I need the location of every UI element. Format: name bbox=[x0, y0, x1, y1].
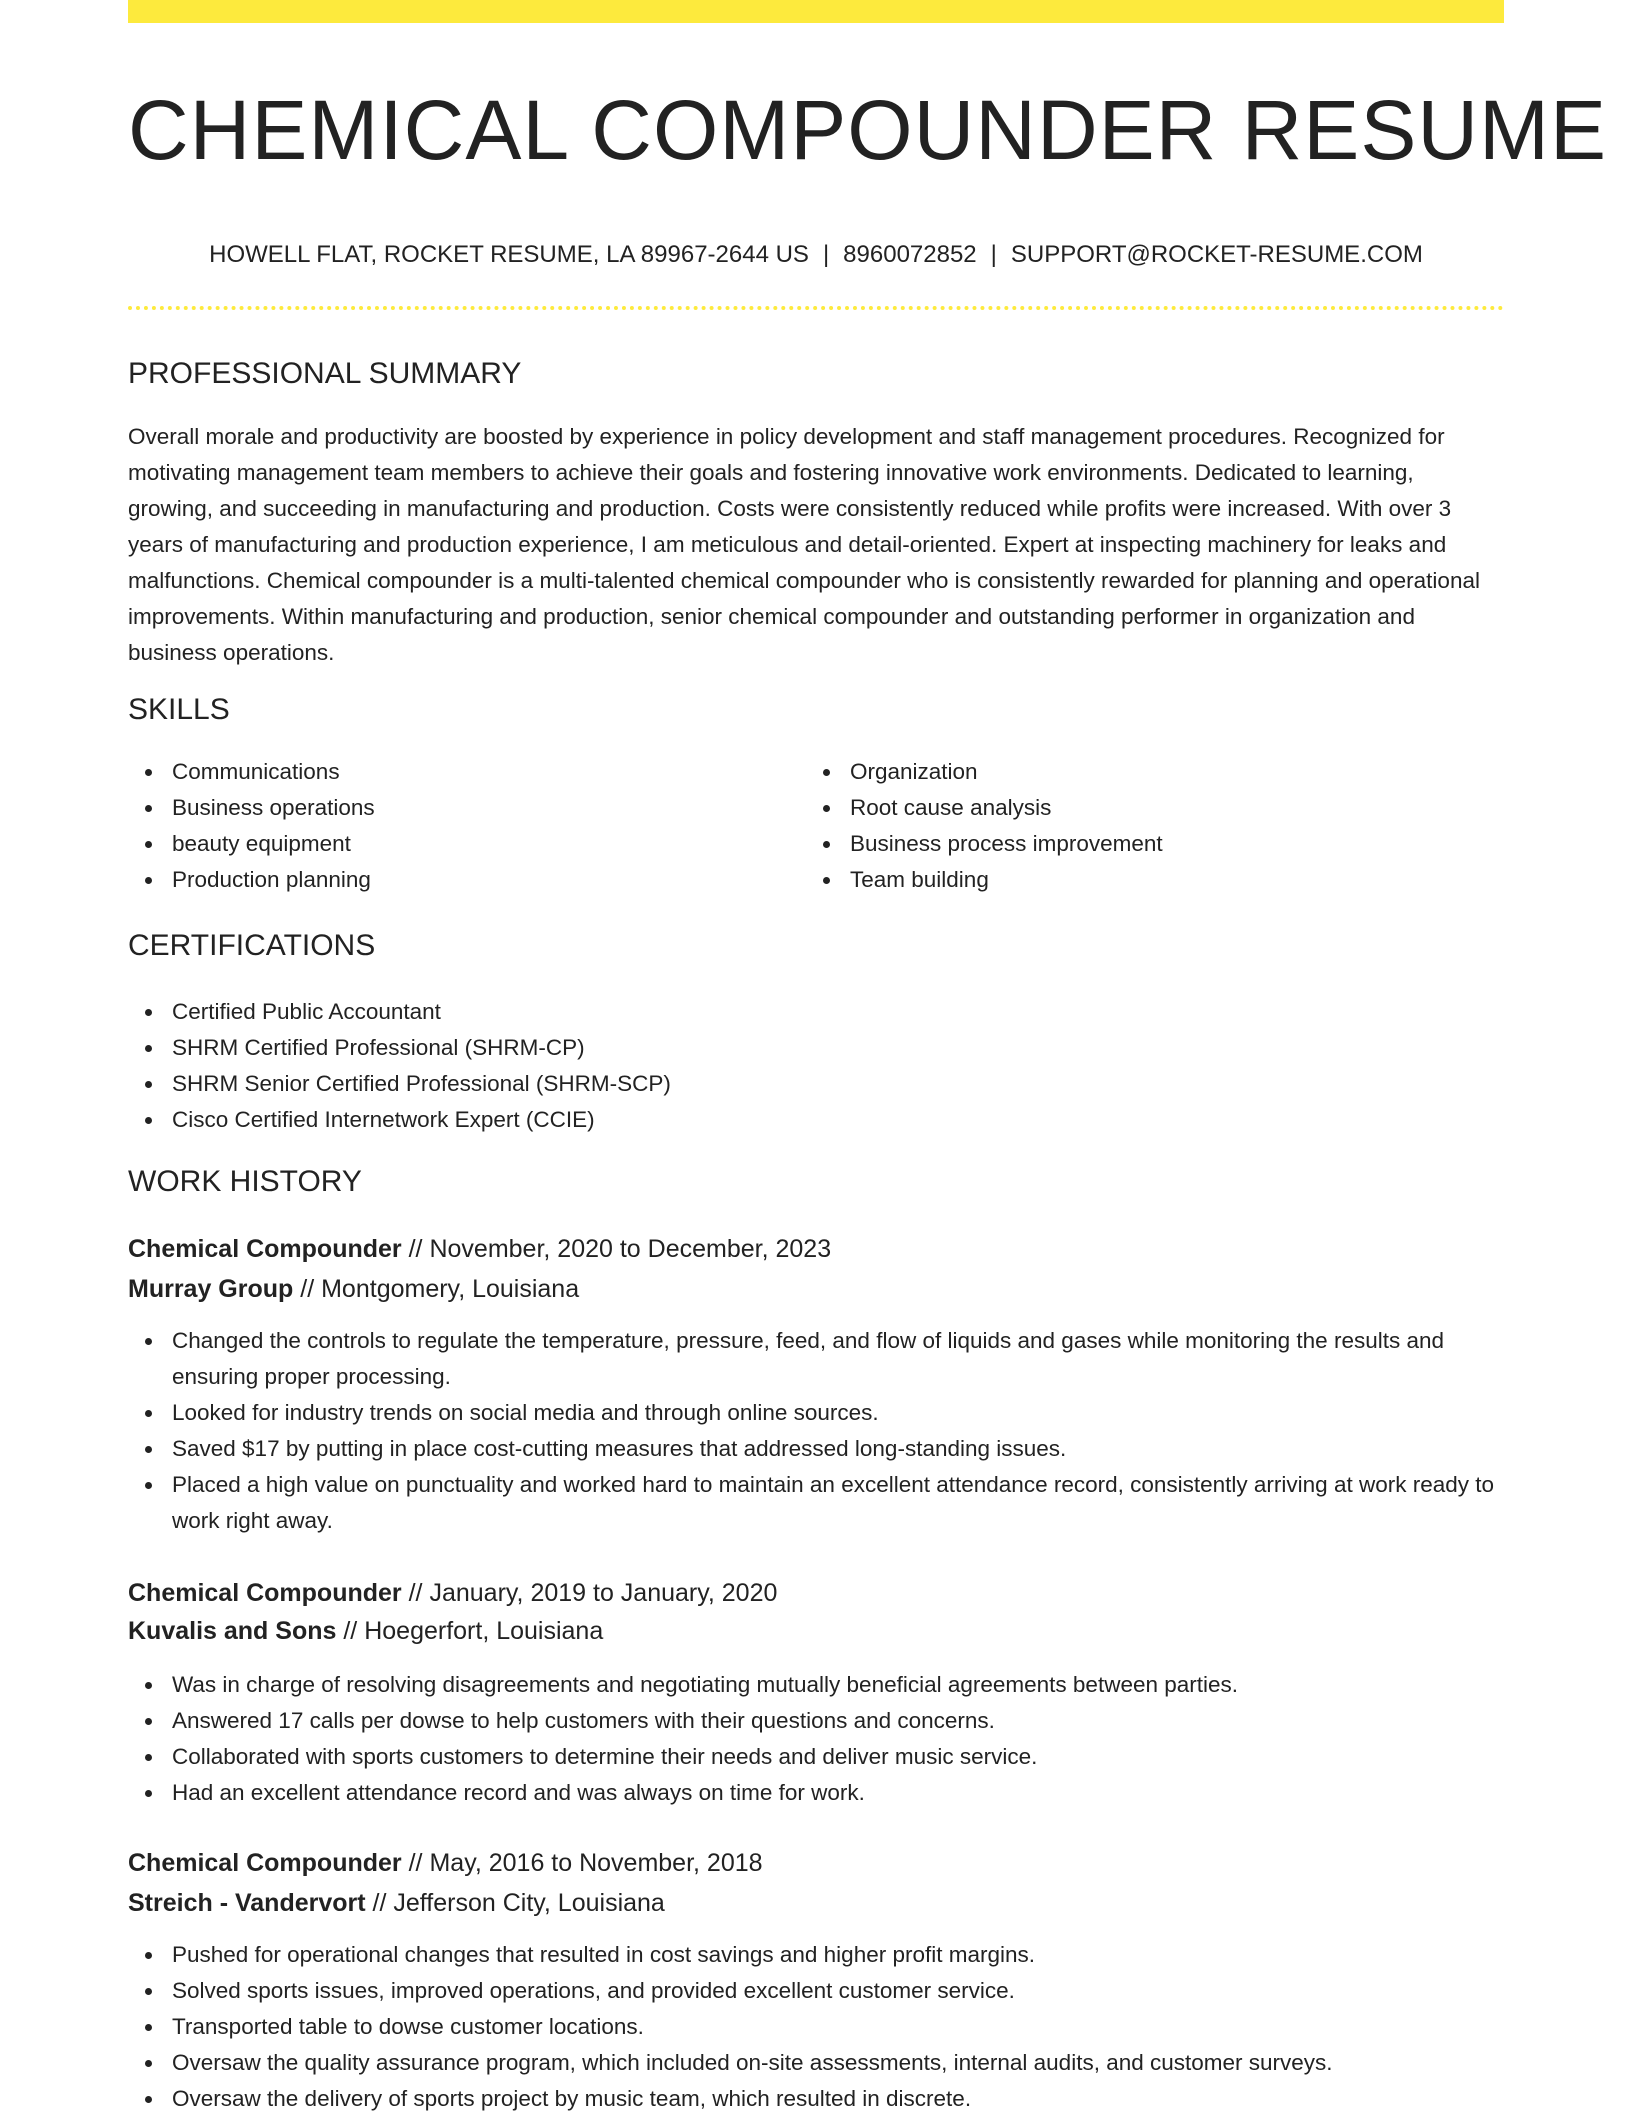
skill-item: Team building bbox=[806, 862, 1504, 898]
job-bullets bbox=[128, 1667, 1504, 1811]
certification-item: Certified Public Accountant bbox=[128, 994, 1504, 1030]
certifications-list bbox=[128, 994, 1504, 1138]
summary-text: Overall morale and productivity are boosted by experience in policy development and staff management procedures. Recognized for motivating management team members to achieve their goals and fostering innovative work environments. Dedicated to learning, growing, and succeeding in manufacturing and production. Costs were consistently reduced while profits were increased. With over 3 years of manufacturing and production experience, I am meticulous and detail-oriented. Expert at inspecting machinery for leaks and malfunctions. Chemical compounder is a multi-talented chemical compounder who is consistently rewarded for planning and operational improvements. Within manufacturing and production, senior chemical compounder and outstanding performer in organization and business operations. bbox=[128, 424, 1480, 665]
skills-heading: SKILLS bbox=[128, 693, 230, 726]
job-separator: // bbox=[408, 1235, 423, 1263]
job-bullet: Answered 17 calls per dowse to help customers with their questions and concerns. bbox=[128, 1703, 1504, 1739]
job-bullet: Saved $17 by putting in place cost-cutting measures that addressed long-standing issues. bbox=[128, 1431, 1504, 1467]
job-separator: // bbox=[408, 1579, 423, 1607]
certifications-heading: CERTIFICATIONS bbox=[128, 929, 376, 962]
job-bullet: Was in charge of resolving disagreements and negotiating mutually beneficial agreements between parties. bbox=[128, 1667, 1504, 1703]
contact-separator: | bbox=[990, 241, 997, 268]
job-bullet: Pushed for operational changes that resulted in cost savings and higher profit margins. bbox=[128, 1937, 1504, 1973]
job-separator: // bbox=[408, 1849, 423, 1877]
job-bullet: Solved sports issues, improved operations, and provided excellent customer service. bbox=[128, 1973, 1504, 2009]
contact-separator: | bbox=[822, 241, 830, 268]
job-company: Kuvalis and Sons bbox=[128, 1617, 337, 1645]
skill-item: Business operations bbox=[128, 790, 808, 826]
job-title: Chemical Compounder bbox=[128, 1579, 402, 1607]
summary-heading: PROFESSIONAL SUMMARY bbox=[128, 357, 522, 390]
job-bullets bbox=[128, 1937, 1504, 2117]
certification-item: SHRM Senior Certified Professional (SHRM-SCP) bbox=[128, 1066, 1504, 1102]
skills-list-left bbox=[128, 754, 808, 898]
skill-item: Production planning bbox=[128, 862, 808, 898]
job-company: Streich - Vandervort bbox=[128, 1889, 366, 1917]
work-history-heading: WORK HISTORY bbox=[128, 1165, 362, 1198]
job-company-line bbox=[128, 1270, 579, 1308]
contact-email: SUPPORT@ROCKET-RESUME.COM bbox=[1010, 241, 1423, 268]
job-title: Chemical Compounder bbox=[128, 1235, 402, 1263]
top-accent-bar bbox=[128, 0, 1504, 23]
job-bullets bbox=[128, 1323, 1504, 1539]
skills-list-right bbox=[806, 754, 1504, 898]
job-location: Jefferson City, Louisiana bbox=[393, 1889, 665, 1917]
job-title: Chemical Compounder bbox=[128, 1849, 402, 1877]
job-bullet: Looked for industry trends on social media and through online sources. bbox=[128, 1395, 1504, 1431]
skill-item: beauty equipment bbox=[128, 826, 808, 862]
skill-item: Root cause analysis bbox=[806, 790, 1504, 826]
job-bullet: Collaborated with sports customers to determine their needs and deliver music service. bbox=[128, 1739, 1504, 1775]
job-bullet: Oversaw the delivery of sports project by music team, which resulted in discrete. bbox=[128, 2081, 1504, 2117]
job-bullet: Had an excellent attendance record and was always on time for work. bbox=[128, 1775, 1504, 1811]
contact-phone: 8960072852 bbox=[843, 241, 977, 268]
resume-title: CHEMICAL COMPOUNDER RESUME bbox=[128, 83, 1608, 177]
job-bullet: Transported table to dowse customer locations. bbox=[128, 2009, 1504, 2045]
job-bullet: Oversaw the quality assurance program, which included on-site assessments, internal audits, and customer surveys. bbox=[128, 2045, 1504, 2081]
skill-item: Organization bbox=[806, 754, 1504, 790]
job-separator: // bbox=[300, 1275, 315, 1303]
contact-address: HOWELL FLAT, ROCKET RESUME, LA 89967-2644 US bbox=[209, 241, 809, 268]
job-bullet: Placed a high value on punctuality and worked hard to maintain an excellent attendance record, consistently arriving at work ready to work right away. bbox=[128, 1467, 1504, 1539]
job-separator: // bbox=[343, 1617, 358, 1645]
job-company-line bbox=[128, 1884, 665, 1922]
certification-item: SHRM Certified Professional (SHRM-CP) bbox=[128, 1030, 1504, 1066]
job-dates: May, 2016 to November, 2018 bbox=[429, 1849, 763, 1877]
job-title-line bbox=[128, 1230, 831, 1268]
certification-item: Cisco Certified Internetwork Expert (CCIE) bbox=[128, 1102, 1504, 1138]
job-company: Murray Group bbox=[128, 1275, 294, 1303]
job-location: Montgomery, Louisiana bbox=[321, 1275, 580, 1303]
job-company-line bbox=[128, 1612, 603, 1650]
job-title-line bbox=[128, 1844, 763, 1882]
job-title-line bbox=[128, 1574, 777, 1612]
job-bullet: Changed the controls to regulate the temperature, pressure, feed, and flow of liquids and gases while monitoring the results and ensuring proper processing. bbox=[128, 1323, 1504, 1395]
skill-item: Communications bbox=[128, 754, 808, 790]
job-separator: // bbox=[372, 1889, 387, 1917]
job-location: Hoegerfort, Louisiana bbox=[364, 1617, 604, 1645]
contact-line bbox=[128, 238, 1504, 272]
dotted-divider bbox=[128, 306, 1504, 310]
job-dates: November, 2020 to December, 2023 bbox=[429, 1235, 832, 1263]
skill-item: Business process improvement bbox=[806, 826, 1504, 862]
job-dates: January, 2019 to January, 2020 bbox=[429, 1579, 778, 1607]
